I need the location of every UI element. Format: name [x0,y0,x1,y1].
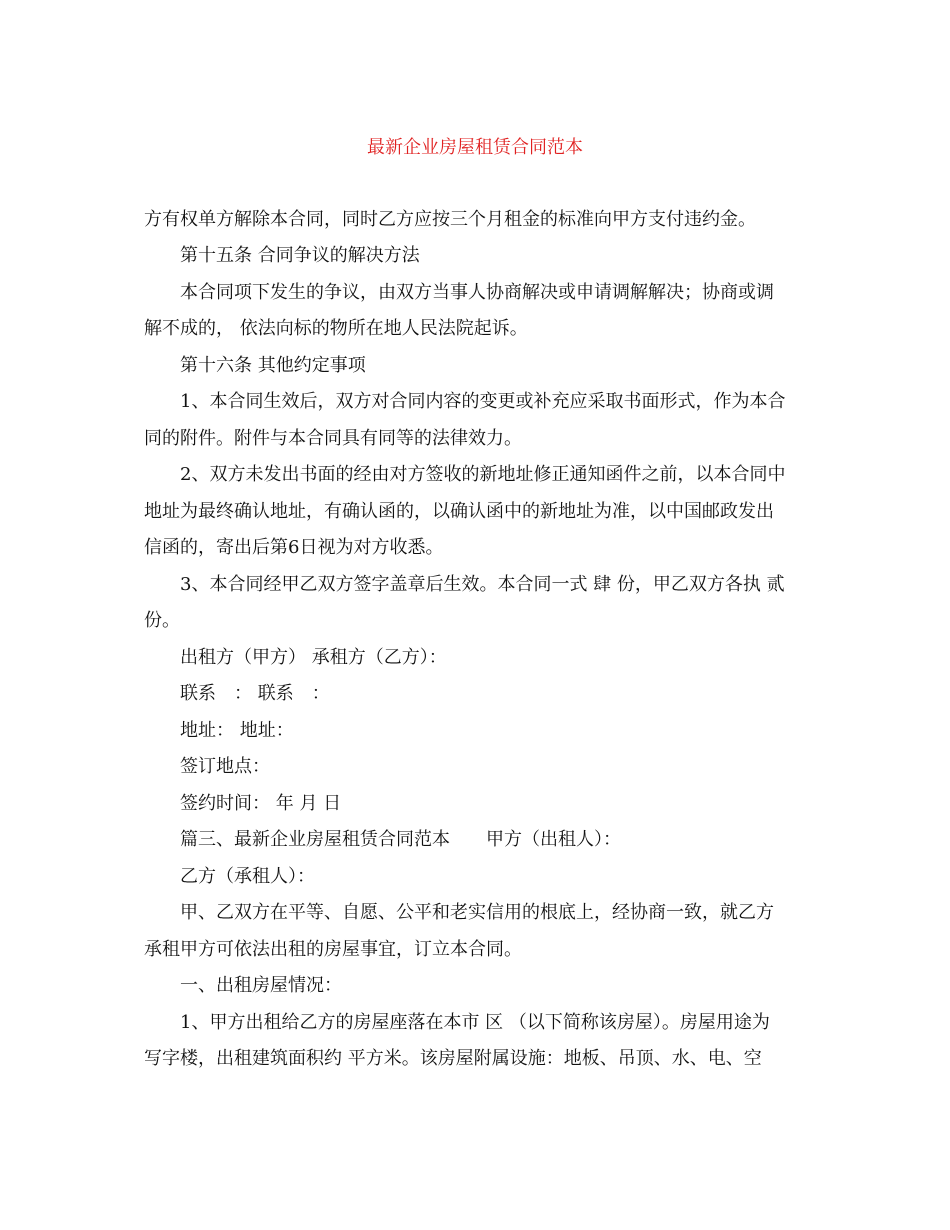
text-line: 乙方（承租人）： [180,866,315,887]
signature-address-line: 地址： 地址： [180,720,294,741]
text-line: 本合同项下发生的争议，由双方当事人协商解决或申请调解解决；协商或调 [180,282,774,303]
text-line: 信函的，寄出后第6日视为对方收悉。 [144,537,444,558]
text-line: 1、甲方出租给乙方的房屋座落在本市 区 （以下简称该房屋）。房屋用途为 [180,1012,770,1033]
section-heading: 第十五条 合同争议的解决方法 [180,245,420,266]
signature-party-line: 出租方（甲方） 承租方（乙方）： [180,647,447,668]
text-line: 承租甲方可依法出租的房屋事宜，订立本合同。 [144,939,522,960]
text-line: 份。 [144,610,180,631]
text-line: 解不成的， 依法向标的物所在地人民法院起诉。 [144,318,528,339]
signature-contact-line: 联系 ： 联系 ： [180,683,330,704]
signature-date-line: 签约时间： 年 月 日 [180,793,342,814]
text-line: 同的附件。附件与本合同具有同等的法律效力。 [144,428,522,449]
signature-place-line: 签订地点： [180,756,270,777]
text-line: 写字楼，出租建筑面积约 平方米。该房屋附属设施：地板、吊顶、水、电、空 [144,1048,762,1069]
text-line: 甲、乙双方在平等、自愿、公平和老实信用的根底上，经协商一致，就乙方 [180,902,774,923]
section-heading: 一、出租房屋情况： [180,975,342,996]
text-line: 方有权单方解除本合同，同时乙方应按三个月租金的标准向甲方支付违约金。 [144,209,756,230]
text-line: 3、本合同经甲乙双方签字盖章后生效。本合同一式 肆 份，甲乙双方各执 贰 [180,574,785,595]
text-line: 2、双方未发出书面的经由对方签收的新地址修正通知函件之前，以本合同中 [180,464,786,485]
document-title: 最新企业房屋租赁合同范本 [367,137,583,158]
text-line: 地址为最终确认地址，有确认函的，以确认函中的新地址为准，以中国邮政发出 [144,501,774,522]
text-line: 1、本合同生效后，双方对合同内容的变更或补充应采取书面形式，作为本合 [180,391,786,412]
section-heading: 第十六条 其他约定事项 [180,355,366,376]
section-heading: 篇三、最新企业房屋租赁合同范本 甲方（出租人）： [180,829,621,850]
